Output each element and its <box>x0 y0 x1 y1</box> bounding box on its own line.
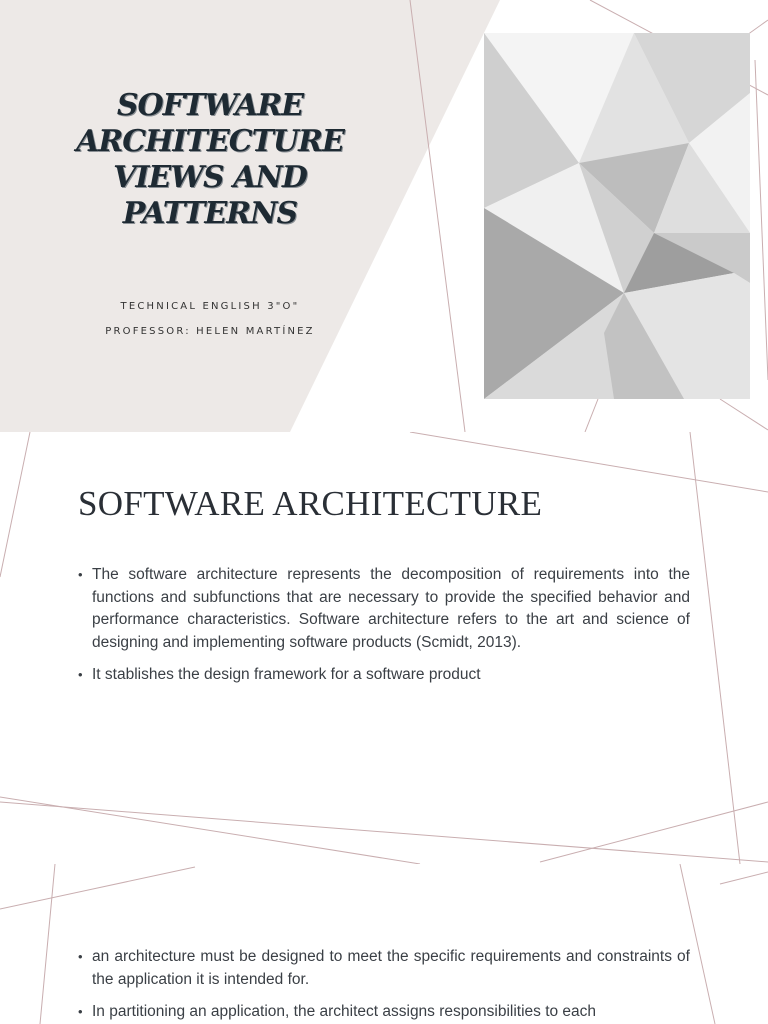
bullet-list <box>76 564 690 687</box>
deco-line <box>40 864 55 1024</box>
bullet-item: • It stablishes the design framework for a software product <box>76 664 690 687</box>
course-name: TECHNICAL ENGLISH 3"O" <box>120 301 300 312</box>
deco-line <box>0 797 420 864</box>
deco-line <box>720 872 768 884</box>
title-line: SOFTWARE <box>116 88 304 123</box>
content-slide <box>0 864 768 1024</box>
title-line: VIEWS AND <box>113 160 307 195</box>
deco-line <box>720 399 768 430</box>
deco-line <box>585 399 598 432</box>
title-line: ARCHITECTURE <box>76 124 344 159</box>
deco-line <box>0 867 195 909</box>
professor-name: PROFESSOR: HELEN MARTÍNEZ <box>105 326 315 337</box>
bullet-item: • an architecture must be designed to meet the specific requirements and constraints of the application it is intended for. <box>76 946 690 991</box>
title-slide <box>0 0 768 432</box>
bullet-item: • In partitioning an application, the architect assigns responsibilities to each <box>76 1001 690 1024</box>
deco-line <box>755 60 768 380</box>
geometric-polygon-image <box>484 33 750 399</box>
bullet-item: • The software architecture represents the decomposition of requirements into the functions and subfunctions that are necessary to provide the specified behavior and performance characteristics. Software architecture refers to the art and science of designing and implementing software products (Scmidt, 2013). <box>76 564 690 654</box>
presentation-title <box>40 88 380 232</box>
deco-line <box>0 432 30 577</box>
bullet-list <box>76 946 690 1024</box>
deco-line <box>690 432 740 864</box>
deco-line <box>410 432 768 492</box>
title-line: PATTERNS <box>122 196 298 231</box>
slide-heading: SOFTWARE ARCHITECTURE <box>78 484 543 523</box>
content-slide <box>0 432 768 864</box>
